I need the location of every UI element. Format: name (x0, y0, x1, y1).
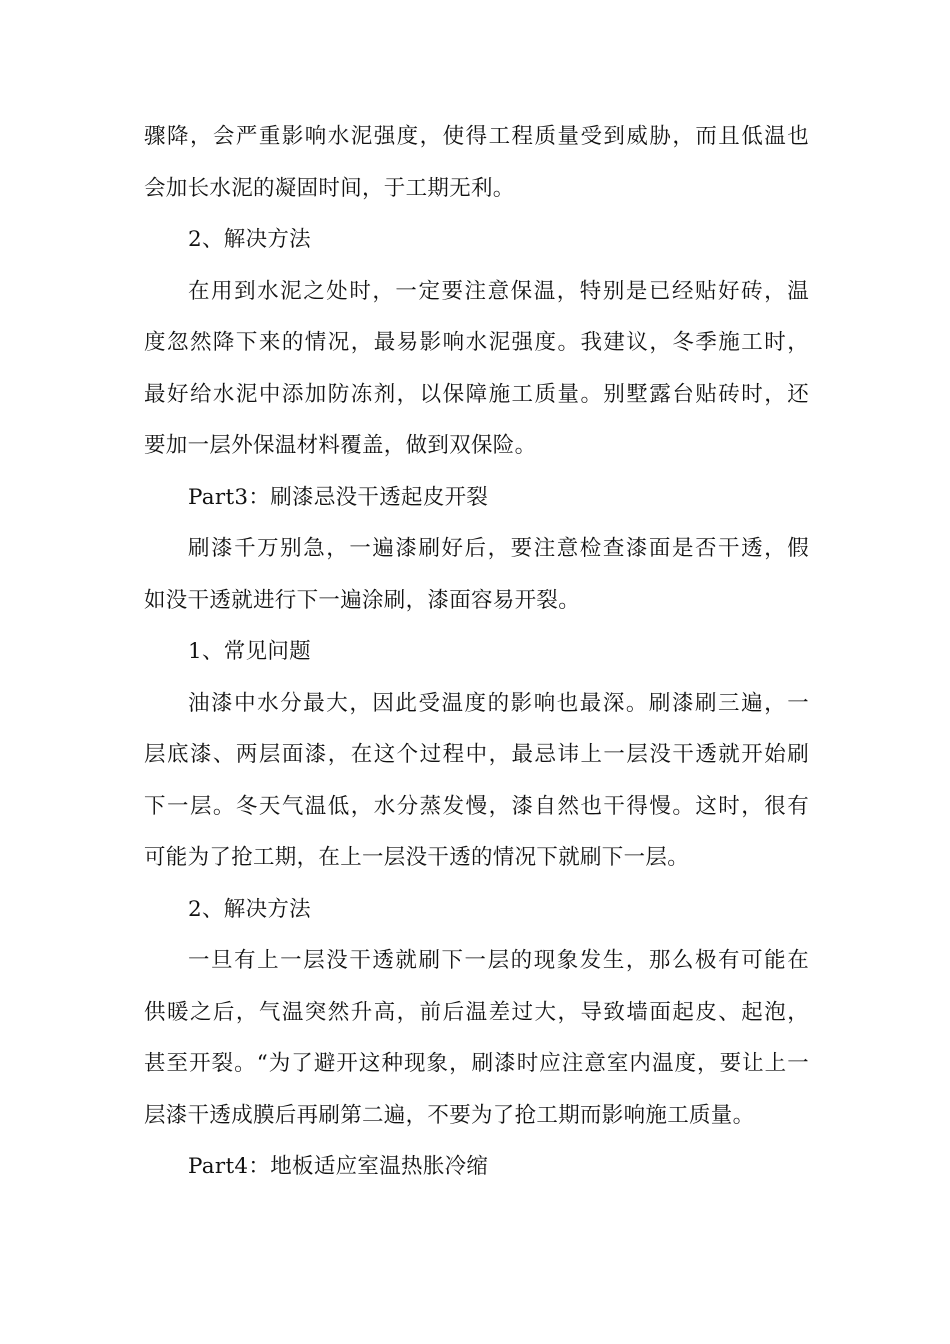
text-line-13: 层底漆、两层面漆，在这个过程中，最忌讳上一层没干透就开始刷 (144, 742, 809, 767)
text-line-1: 骤降，会严重影响水泥强度，使得工程质量受到威胁，而且低温也 (144, 124, 809, 149)
text-line-5: 度忽然降下来的情况，最易影响水泥强度。我建议，冬季施工时， (144, 330, 809, 355)
section-heading-solution-2: 2、解决方法 (188, 897, 311, 922)
text-line-15: 可能为了抢工期，在上一层没干透的情况下就刷下一层。 (144, 845, 690, 870)
text-line-12: 油漆中水分最大，因此受温度的影响也最深。刷漆刷三遍，一 (188, 691, 809, 716)
part4-heading: Part4：地板适应室温热胀冷缩 (188, 1154, 489, 1179)
text-line-7: 要加一层外保温材料覆盖，做到双保险。 (144, 433, 537, 458)
part3-heading: Part3：刷漆忌没干透起皮开裂 (188, 485, 489, 510)
text-line-6: 最好给水泥中添加防冻剂，以保障施工质量。别墅露台贴砖时，还 (144, 382, 809, 407)
text-line-2: 会加长水泥的凝固时间，于工期无利。 (144, 176, 515, 201)
text-line-18: 供暖之后，气温突然升高，前后温差过大，导致墙面起皮、起泡， (144, 1000, 809, 1025)
text-line-19: 甚至开裂。“为了避开这种现象，刷漆时应注意室内温度，要让上一 (144, 1051, 809, 1076)
text-line-4: 在用到水泥之处时，一定要注意保温，特别是已经贴好砖，温 (188, 279, 809, 304)
section-heading-solution: 2、解决方法 (188, 227, 311, 252)
section-heading-common-problems: 1、常见问题 (188, 639, 311, 664)
text-line-10: 如没干透就进行下一遍涂刷，漆面容易开裂。 (144, 588, 581, 613)
text-line-17: 一旦有上一层没干透就刷下一层的现象发生，那么极有可能在 (188, 948, 809, 973)
text-line-14: 下一层。冬天气温低，水分蒸发慢，漆自然也干得慢。这时，很有 (144, 794, 809, 819)
text-line-20: 层漆干透成膜后再刷第二遍，不要为了抢工期而影响施工质量。 (144, 1103, 755, 1128)
text-line-9: 刷漆千万别急，一遍漆刷好后，要注意检查漆面是否干透，假 (188, 536, 809, 561)
